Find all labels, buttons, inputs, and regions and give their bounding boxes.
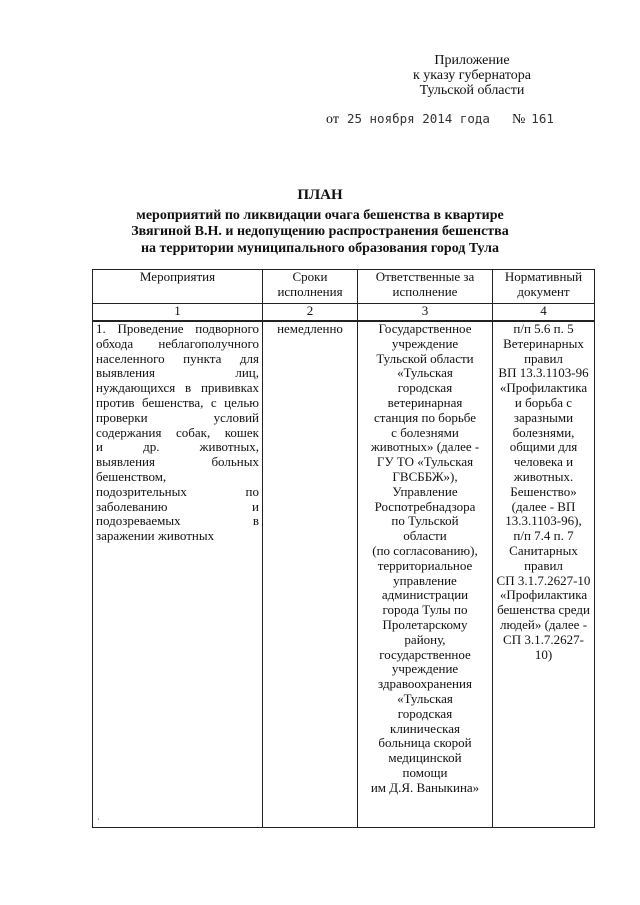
responsible-line: «Тульская xyxy=(397,365,453,381)
responsible-line: больница скорой xyxy=(378,735,472,751)
responsible-line: ГУ ТО «Тульская xyxy=(376,454,474,470)
header-measures: Мероприятия xyxy=(93,270,263,304)
document-line: ВП 13.3.1103-96 xyxy=(498,365,589,381)
responsible-line: «Тульская xyxy=(397,690,453,706)
document-line: заразными xyxy=(513,409,574,425)
responsible-line: администрации xyxy=(381,587,469,603)
plan-title-main: ПЛАН xyxy=(297,187,343,203)
responsible-cell xyxy=(358,321,493,828)
table-row xyxy=(93,321,595,828)
measure-line: подозрительных по xyxy=(96,483,259,499)
plan-title-line: Звягиной В.Н. и недопущению распространения бешенства xyxy=(131,224,509,240)
responsible-line: по Тульской xyxy=(391,513,459,529)
document-line: п/п 5.6 п. 5 xyxy=(513,321,574,336)
document-line: людей» (далее - xyxy=(499,616,588,632)
plan-table xyxy=(92,269,595,828)
header-responsible: Ответственные за исполнение xyxy=(358,270,493,304)
annex-block xyxy=(392,53,552,98)
table-header-row xyxy=(93,270,595,304)
responsible-line: территориальное xyxy=(377,557,473,573)
document-cell xyxy=(493,321,595,828)
responsible-line: учреждение xyxy=(391,335,459,351)
document-line: правил xyxy=(524,350,563,366)
deadline-cell: немедленно xyxy=(263,321,358,828)
responsible-line: города Тулы по xyxy=(382,602,468,618)
responsible-line: государственное xyxy=(379,646,471,662)
responsible-line: Пролетарскому xyxy=(382,616,468,632)
responsible-line: им Д.Я. Ваныкина» xyxy=(370,779,480,795)
responsible-line: району, xyxy=(404,631,446,647)
measure-line: подозреваемых в xyxy=(96,513,259,529)
plan-title-line: на территории муниципального образования город Тула xyxy=(140,240,500,256)
measure-line: обхода неблагополучного xyxy=(96,335,259,351)
table-number-row xyxy=(93,304,595,322)
responsible-line: Управление xyxy=(392,483,458,499)
column-number: 4 xyxy=(493,304,595,322)
measure-line: выявления лиц, xyxy=(96,365,259,381)
responsible-line: (по согласованию), xyxy=(372,542,478,558)
column-number: 2 xyxy=(263,304,358,322)
responsible-line: городская xyxy=(397,705,453,721)
document-line: «Профилактика xyxy=(499,587,588,603)
measure-line: заражении животных xyxy=(96,528,215,544)
measure-line: и др. животных, xyxy=(96,439,259,455)
document-line: Санитарных xyxy=(509,542,578,558)
responsible-line: медицинской xyxy=(388,750,462,766)
measure-line: нуждающихся в прививках xyxy=(96,380,259,396)
measure-line: против бешенства, с целью xyxy=(96,394,259,410)
scan-speck: · xyxy=(97,815,100,824)
responsible-line: городская xyxy=(397,380,453,396)
document-line: человека и xyxy=(513,454,574,470)
document-line: СП 3.1.7.2627-10 xyxy=(496,572,591,588)
document-line: и борьба с xyxy=(514,394,573,410)
measure-line: населенного пункта для xyxy=(96,350,259,366)
annex-line: Приложение xyxy=(434,53,510,68)
measure-line: содержания собак, кошек xyxy=(96,424,259,440)
document-line: Ветеринарных xyxy=(503,335,584,351)
document-line: болезнями, xyxy=(512,424,575,440)
annex-line: к указу губернатора xyxy=(412,68,532,83)
decree-number-label: № xyxy=(511,112,526,127)
decree-date: 25 ноября 2014 года xyxy=(346,111,490,126)
responsible-line: здравоохранения xyxy=(378,676,472,692)
decree-line xyxy=(326,111,586,128)
measure-line: 1. Проведение подворного xyxy=(96,321,259,336)
header-deadlines: Сроки исполнения xyxy=(263,270,358,304)
document-line: 13.3.1103-96), xyxy=(505,513,582,529)
document-line: Бешенство» xyxy=(510,483,577,499)
document-line: «Профилактика xyxy=(499,380,588,396)
decree-number: 161 xyxy=(531,111,554,126)
responsible-line: животных» (далее - xyxy=(370,439,480,455)
responsible-line: станция по борьбе xyxy=(374,409,476,425)
responsible-line: ветеринарная xyxy=(387,394,463,410)
document-line: п/п 7.4 п. 7 xyxy=(513,528,574,544)
document-line: бешенства среди xyxy=(497,602,590,618)
responsible-line: области xyxy=(403,528,447,544)
document-line: СП 3.1.7.2627-10) xyxy=(503,631,584,662)
column-number: 1 xyxy=(93,304,263,322)
responsible-line: помощи xyxy=(402,764,448,780)
responsible-line: клиническая xyxy=(390,720,460,736)
measure-line: проверки условий xyxy=(96,409,259,425)
measure-line: заболеванию и xyxy=(96,498,259,514)
responsible-line: управление xyxy=(393,572,457,588)
annex-line: Тульской области xyxy=(419,83,525,98)
responsible-line: Роспотребнадзора xyxy=(374,498,476,514)
document-line: правил xyxy=(524,557,563,573)
measure-cell xyxy=(93,321,263,828)
responsible-line: ГВСББЖ»), xyxy=(392,468,458,484)
document-line: животных. xyxy=(513,468,574,484)
measure-line: бешенством, xyxy=(96,468,167,484)
responsible-line: с болезнями xyxy=(391,424,459,440)
responsible-line: учреждение xyxy=(391,661,459,677)
measure-line: выявления больных xyxy=(96,454,259,470)
header-document: Нормативный документ xyxy=(493,270,595,304)
responsible-line: Государственное xyxy=(378,321,472,336)
responsible-line: Тульской области xyxy=(376,350,474,366)
plan-title-line: мероприятий по ликвидации очага бешенства в квартире xyxy=(136,207,504,223)
document-line: общими для xyxy=(509,439,578,455)
document-line: (далее - ВП xyxy=(511,498,576,514)
decree-from-label: от xyxy=(326,112,339,127)
plan-title xyxy=(100,187,540,257)
column-number: 3 xyxy=(358,304,493,322)
